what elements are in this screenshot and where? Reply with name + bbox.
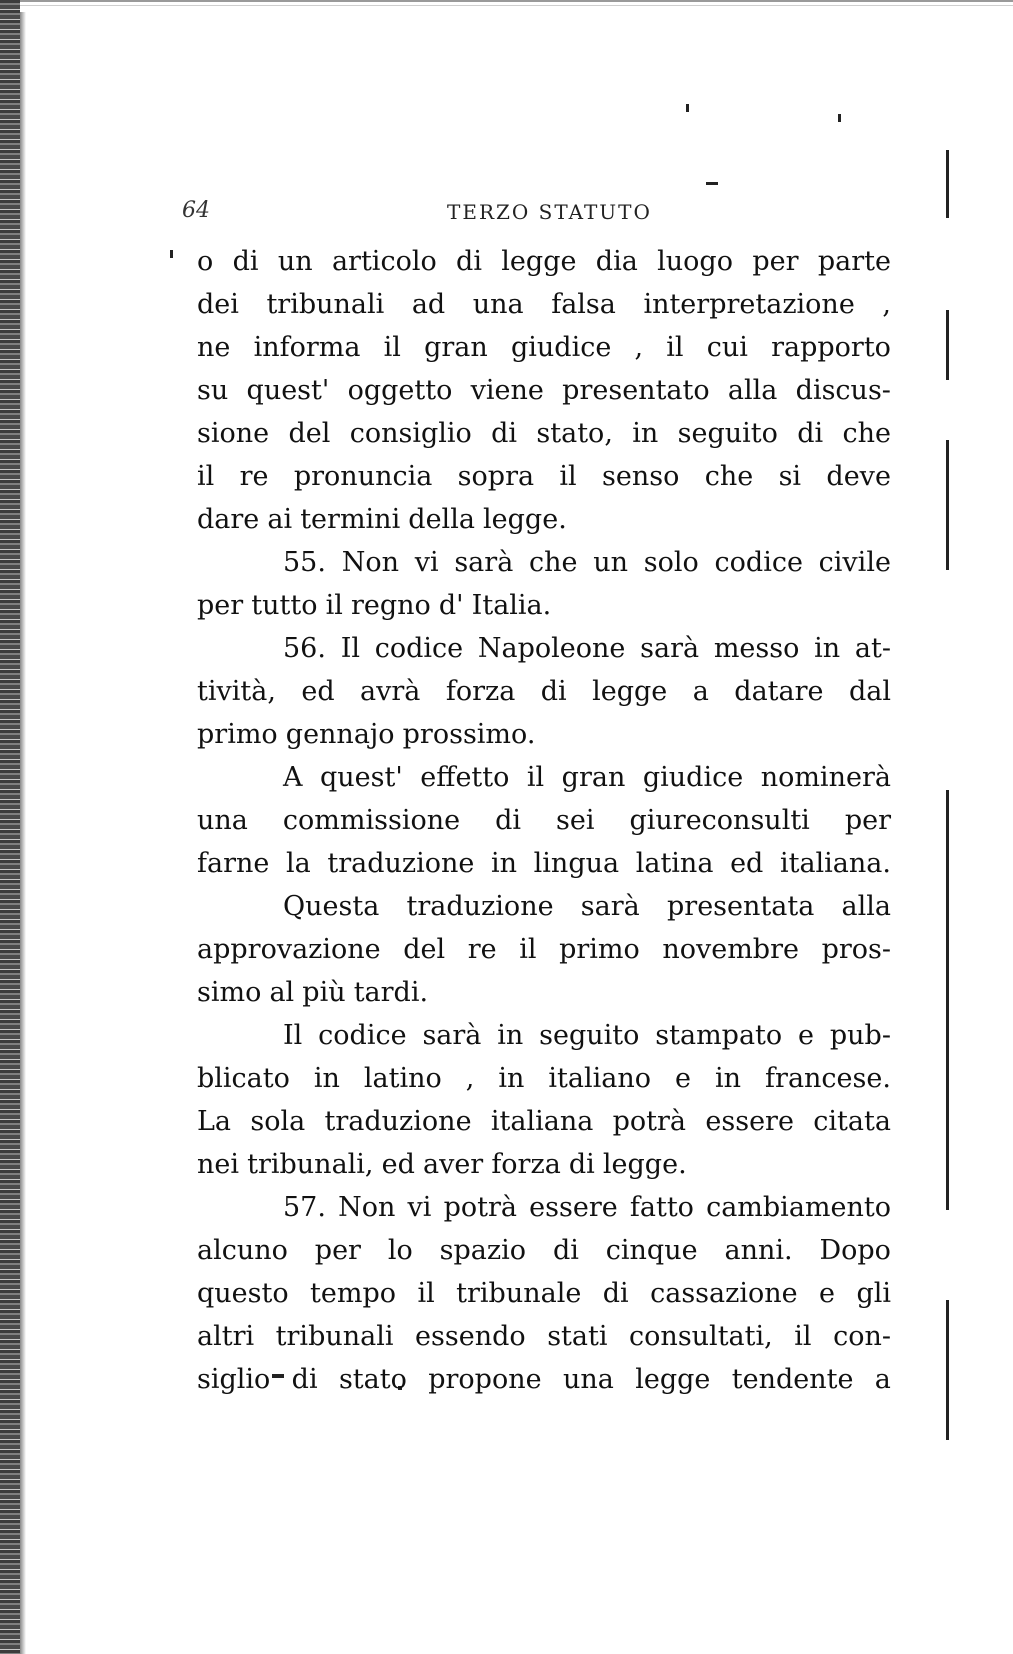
text-line: Il codice sarà in seguito stampato e pub- (283, 1020, 891, 1051)
text-line: farne la traduzione in lingua latina ed italiana. (197, 848, 891, 879)
scan-binding-edge (0, 0, 20, 1654)
text-line: sione del consiglio di stato, in seguito di che (197, 418, 891, 449)
text-line: ne informa il gran giudice , il cui rapporto (197, 332, 891, 363)
text-line: o di un articolo di legge dia luogo per parte (197, 246, 891, 277)
text-line: una commissione di sei giureconsulti per (197, 805, 891, 836)
scan-edge-mark (946, 150, 949, 218)
scan-edge-mark (946, 310, 949, 380)
scan-edge-mark (946, 1300, 949, 1440)
text-line: dare ai termini della legge. (197, 504, 567, 535)
text-line: approvazione del re il primo novembre pros- (197, 934, 891, 965)
text-line: 55. Non vi sarà che un solo codice civile (283, 547, 891, 578)
text-line: La sola traduzione italiana potrà essere citata (197, 1106, 891, 1137)
scan-edge-mark (946, 790, 949, 1210)
scan-speck (706, 182, 718, 185)
scan-speck (170, 250, 173, 258)
text-line: dei tribunali ad una falsa interpretazione , (197, 289, 891, 320)
scan-edge-mark (946, 440, 949, 570)
scan-top-edge (20, 0, 1013, 12)
text-line: su quest' oggetto viene presentato alla discus- (197, 375, 891, 406)
text-line: nei tribunali, ed aver forza di legge. (197, 1149, 687, 1180)
scan-speck (686, 104, 689, 112)
text-line: il re pronuncia sopra il senso che si deve (197, 461, 891, 492)
page-header (182, 196, 902, 230)
scan-speck (838, 114, 841, 122)
text-line: altri tribunali essendo stati consultati, il con- (197, 1321, 891, 1352)
text-line: alcuno per lo spazio di cinque anni. Dopo (197, 1235, 891, 1266)
text-line: A quest' effetto il gran giudice nominerà (283, 762, 891, 793)
text-line: questo tempo il tribunale di cassazione e gli (197, 1278, 891, 1309)
text-line: per tutto il regno d' Italia. (197, 590, 552, 621)
text-line: simo al più tardi. (197, 977, 429, 1008)
running-title: TERZO STATUTO (447, 200, 652, 224)
text-line: tività, ed avrà forza di legge a datare dal (197, 676, 891, 707)
scan-binding-shadow (20, 0, 26, 1654)
text-line: siglio di stato propone una legge tendente a (197, 1364, 891, 1395)
text-line: primo gennajo prossimo. (197, 719, 536, 750)
text-line: Questa traduzione sarà presentata alla (283, 891, 891, 922)
page-number: 64 (182, 198, 210, 223)
body-text (197, 240, 891, 1401)
text-line: 57. Non vi potrà essere fatto cambiamento (283, 1192, 891, 1223)
text-line: 56. Il codice Napoleone sarà messo in at- (283, 633, 891, 664)
text-line: blicato in latino , in italiano e in francese. (197, 1063, 891, 1094)
